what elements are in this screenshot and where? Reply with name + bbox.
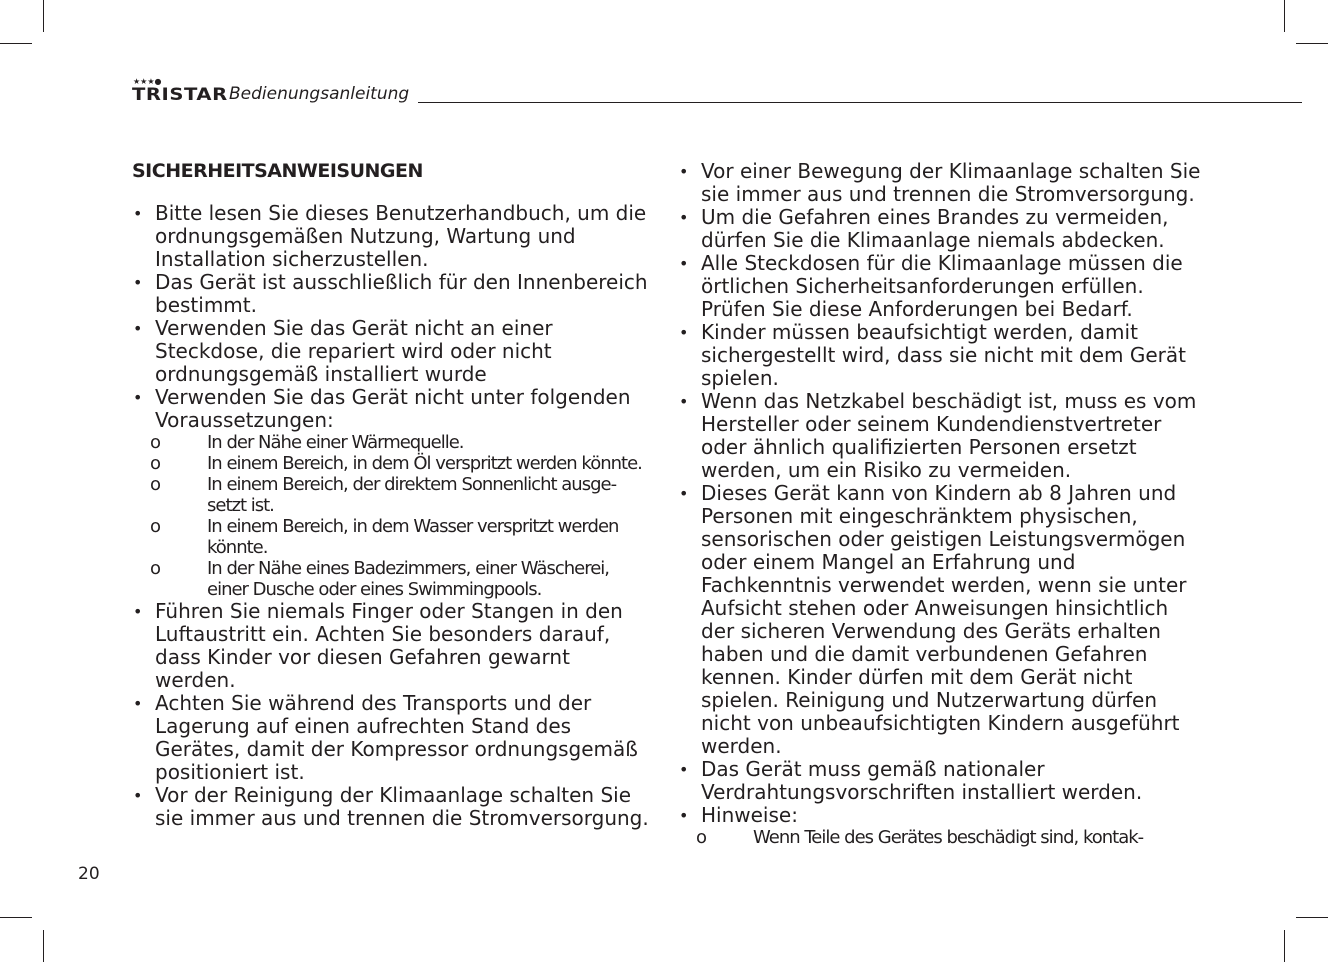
sub-item-text: In einem Bereich, der direktem Sonnenlicht ausge-setzt ist.: [207, 474, 617, 516]
bullet-icon: •: [679, 760, 689, 779]
list-item: [678, 482, 1202, 758]
list-item-text: Bitte lesen Sie dieses Benutzerhandbuch, um die ordnungsgemäßen Nutzung, Wartung und Installation sicherzustellen.: [155, 201, 647, 271]
list-item: [678, 390, 1202, 482]
sub-list-item: [132, 516, 652, 558]
list-item-text: Vor der Reinigung der Klimaanlage schalten Sie sie immer aus und trennen die Stromversorgung.: [155, 783, 649, 830]
list-item: [678, 804, 1202, 827]
list-item: [678, 758, 1202, 804]
brand-logo: [132, 77, 228, 105]
sub-item-text: In einem Bereich, in dem Öl verspritzt werden könnte.: [207, 453, 642, 474]
bullet-icon: •: [679, 208, 689, 227]
bullet-icon: •: [679, 323, 689, 342]
notes-sublist: [678, 827, 1202, 848]
document-title: Bedienungsanleitung: [229, 84, 410, 104]
list-item-text: Verwenden Sie das Gerät nicht an einer Steckdose, die repariert wird oder nicht ordnungsgemäß installiert wurde: [155, 316, 553, 386]
sub-bullet-icon: o: [150, 432, 162, 453]
safety-list-left-continued: [132, 600, 652, 830]
list-item-text: Verwenden Sie das Gerät nicht unter folgenden Voraussetzungen:: [155, 385, 631, 432]
safety-list-right: [678, 160, 1202, 827]
sub-list-item: [132, 432, 652, 453]
list-item: [132, 784, 652, 830]
bullet-icon: •: [679, 392, 689, 411]
sub-item-text: Wenn Teile des Gerätes beschädigt sind, kontak-: [753, 827, 1144, 848]
list-item: [132, 271, 652, 317]
sub-list-item: [678, 827, 1202, 848]
bullet-icon: •: [133, 204, 143, 223]
sub-item-text: In der Nähe einer Wärmequelle.: [207, 432, 464, 453]
list-item: [678, 160, 1202, 206]
sub-bullet-icon: o: [150, 516, 162, 537]
right-column: [678, 160, 1202, 848]
brand-stars: ★★★●: [133, 77, 162, 86]
left-column: [132, 160, 652, 830]
crop-mark: [1284, 0, 1285, 32]
list-item: [678, 252, 1202, 321]
list-item: [132, 386, 652, 432]
crop-mark: [43, 930, 44, 962]
sub-bullet-icon: o: [150, 453, 162, 474]
bullet-icon: •: [133, 388, 143, 407]
sub-item-text: In einem Bereich, in dem Wasser verspritzt werden könnte.: [207, 516, 619, 558]
bullet-icon: •: [133, 786, 143, 805]
bullet-icon: •: [679, 806, 689, 825]
crop-mark: [0, 43, 32, 44]
crop-mark: [1296, 43, 1328, 44]
bullet-icon: •: [133, 602, 143, 621]
bullet-icon: •: [679, 162, 689, 181]
header-rule: [418, 102, 1302, 103]
list-item: [132, 692, 652, 784]
list-item: [132, 317, 652, 386]
sub-list-item: [132, 558, 652, 600]
sub-item-text: In der Nähe eines Badezimmers, einer Wäscherei, einer Dusche oder eines Swimmingpools.: [207, 558, 610, 600]
bullet-icon: •: [679, 484, 689, 503]
list-item-text: Kinder müssen beaufsichtigt werden, damit sichergestellt wird, dass sie nicht mit dem Gerät spielen.: [701, 320, 1186, 390]
sub-bullet-icon: o: [150, 474, 162, 495]
sub-bullet-icon: o: [150, 558, 162, 579]
page-number: 20: [78, 864, 100, 884]
list-item-text: Führen Sie niemals Finger oder Stangen in den Luftaustritt ein. Achten Sie besonders darauf, dass Kinder vor diesen Gefahren gewarnt werden.: [155, 599, 623, 692]
bullet-icon: •: [133, 273, 143, 292]
conditions-sublist: [132, 432, 652, 600]
safety-list-left: [132, 202, 652, 432]
sub-bullet-icon: o: [696, 827, 708, 848]
list-item-text: Dieses Gerät kann von Kindern ab 8 Jahren und Personen mit eingeschränktem physischen, sensorischen oder geistigen Leistungsvermögen oder einem Mangel an Erfahrung und Fachkenntnis verwendet werden, wenn sie unter Aufsicht stehen oder Anweisungen hinsichtlich der sicheren Verwendung des Geräts erhalten haben und die damit verbundenen Gefahren kennen. Kinder dürfen mit dem Gerät nicht spielen. Reinigung und Nutzerwartung dürfen nicht von unbeaufsichtigten Kindern ausgeführt werden.: [701, 481, 1187, 758]
crop-mark: [0, 917, 32, 918]
sub-list-item: [132, 474, 652, 516]
crop-mark: [43, 0, 44, 32]
list-item-text: Vor einer Bewegung der Klimaanlage schalten Sie sie immer aus und trennen die Stromversorgung.: [701, 159, 1201, 206]
list-item-text: Um die Gefahren eines Brandes zu vermeiden, dürfen Sie die Klimaanlage niemals abdecken.: [701, 205, 1169, 252]
list-item: [678, 321, 1202, 390]
list-item-text: Alle Steckdosen für die Klimaanlage müssen die örtlichen Sicherheitsanforderungen erfüllen. Prüfen Sie diese Anforderungen bei Bedarf.: [701, 251, 1183, 321]
bullet-icon: •: [133, 694, 143, 713]
brand-wordmark: TRISTAR: [132, 85, 228, 105]
list-item: [132, 202, 652, 271]
crop-mark: [1284, 930, 1285, 962]
bullet-icon: •: [133, 319, 143, 338]
list-item-text: Hinweise:: [701, 803, 798, 827]
list-item: [678, 206, 1202, 252]
section-title: SICHERHEITSANWEISUNGEN: [132, 160, 423, 182]
list-item-text: Das Gerät muss gemäß nationaler Verdrahtungsvorschriften installiert werden.: [701, 757, 1143, 804]
list-item: [132, 600, 652, 692]
list-item-text: Das Gerät ist ausschließlich für den Innenbereich bestimmt.: [155, 270, 648, 317]
sub-list-item: [132, 453, 652, 474]
crop-mark: [1296, 917, 1328, 918]
page-header: [132, 78, 1302, 106]
list-item-text: Achten Sie während des Transports und der Lagerung auf einen aufrechten Stand des Gerätes, damit der Kompressor ordnungsgemäß positioniert ist.: [155, 691, 638, 784]
bullet-icon: •: [679, 254, 689, 273]
list-item-text: Wenn das Netzkabel beschädigt ist, muss es vom Hersteller oder seinem Kundendienstvertreter oder ähnlich qualifizierten Personen ersetzt werden, um ein Risiko zu vermeiden.: [701, 389, 1197, 482]
